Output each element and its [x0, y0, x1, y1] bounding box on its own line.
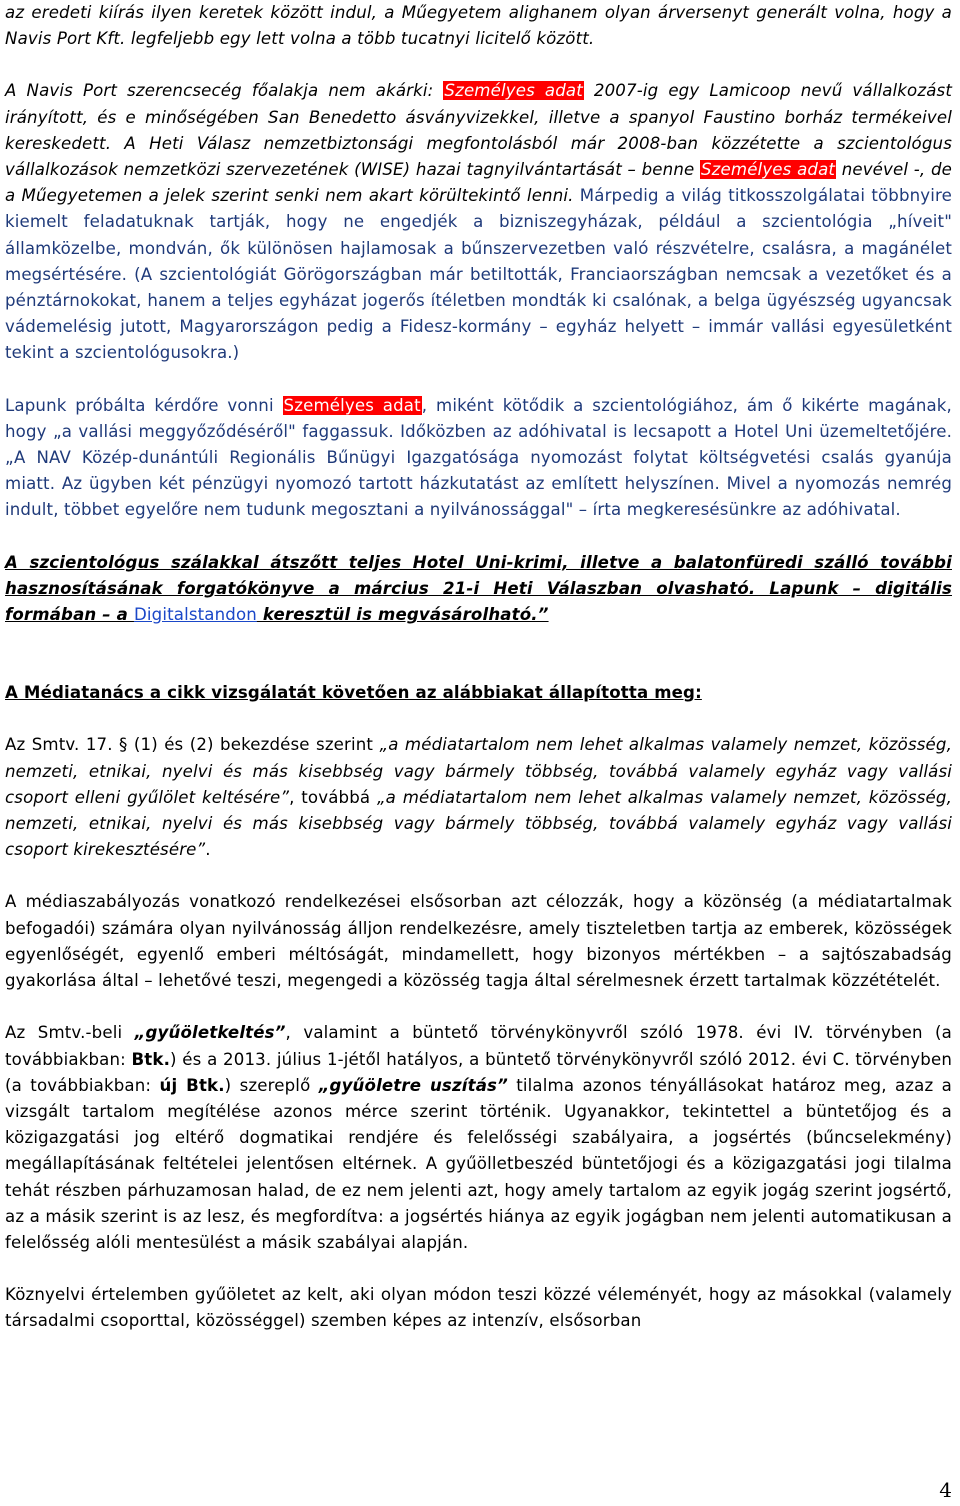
paragraph-navis-port [5, 78, 952, 366]
text-segment: nevével -, de a Műegyetemen a jelek szerint senki nem akart körültekintő lenni. [5, 160, 952, 206]
paragraph-smtv-17 [5, 732, 952, 863]
paragraph-intro-text: az eredeti kiírás ilyen keretek között indul, a Műegyetem alighanem olyan árversenyt generált volna, hogy a Navis Port Kft. legfeljebb egy lett volna a több tucatnyi licitelő között. [5, 3, 952, 49]
quoted-law-text: „a médiatartalom nem lehet alkalmas valamely nemzet, közösség, nemzeti, etnikai, nyelvi és más kisebbség vagy bármely többség, továbbá valamely egyház vagy vallási csoport kirekesztésére” [5, 787, 952, 860]
paragraph-media-regulation [5, 889, 952, 994]
paragraph-common-meaning [5, 1282, 952, 1334]
digitalstand-link[interactable]: Digitalstandon [133, 605, 257, 625]
text-segment: , miként kötődik a szcientológiához, ám ő kikérte magának, hogy „a vallási meggyőződéséről" faggassuk. Időközben az adóhivatal is lecsapott a Hotel Uni üzemeltetőjére. „A NAV Közép-dunántúli Regionális Bűnügyi Igazgatósága nyomozást folytat költségvetési csalás gyanúja miatt. Az ügyben két pénzügyi nyomozó tartott házkutatást az említett helyszínen. Mivel a nyomozás nemrég indult, többet egyelőre nem tudunk megosztani a nyilvánossággal" – írta megkeresésünkre az adóhivatal. [5, 395, 952, 520]
redacted-personal-data: Személyes adat [444, 81, 583, 101]
paragraph-intro [5, 0, 952, 52]
quoted-law-text: „a médiatartalom nem lehet alkalmas valamely nemzet, közösség, nemzeti, etnikai, nyelvi és más kisebbség vagy bármely többség, továbbá valamely egyház vagy vallási csoport elleni gyűlölet keltésére” [5, 735, 953, 807]
paragraph-hate-speech [5, 1020, 952, 1256]
text-segment: tilalma azonos tényállásokat határoz meg, azaz a vizsgált tartalom megítélése azonos mérce szerint történik. Ugyanakkor, tekintettel a büntetőjog és a közigazgatási jog eltérő dogmatikai rendjére és felelősségi szabályaira, a jogsértés (bűncselekmény) megállapításának feltételei jelentősen eltérnek. A gyűölletbeszéd büntetőjogi és a közigazgatási jogi tilalma tehát részben párhuzamosan halad, de ez nem jelenti azt, hogy amely tartalom az egyik jogág szerint jogsértő, az a másik szerint is az lesz, és megfordítva: a jogsértés hiánya az egyik jogágban nem jelenti automatikusan a felelősség alóli mentesülést a másik szabályai alapján. [5, 1075, 952, 1252]
text-segment: Márpedig a világ titkosszolgálatai többnyire kiemelt feladatuknak tartják, hogy ne engedjék a bizniszegyházak, például a szcientológia „híveit" államközelbe, mondván, ők különösen hajlamosak a bűnszervezetben való részvételre, csalásra, a magánélet megsértésére. (A szcientológiát Görögországban már betiltották, Franciaországban nemcsak a vezetőket és a pénztárnokokat, hanem a teljes egyházat jogerős ítéletben mondták ki csalónak, a belga ügyészség ugyancsak vádemelésig jutott, Magyarországon pedig a Fidesz-kormány – egyház helyett – immár vallási egyesületként tekint a szcientológusokra.) [5, 186, 953, 363]
text-segment: A médiaszabályozás vonatkozó rendelkezései elsősorban azt célozzák, hogy a közönség (a médiatartalmak befogadói) számára olyan nyilvánosság álljon rendelkezésre, amely tiszteletben tartja az emberek, közösségek egyenlőségét, egyenlő emberi méltóságát, mindamellett, hogy bizonyos mértékben – a sajtószabadság gyakorlása által – lehetővé teszi, megengedi a közösség tagja által sérelmesnek érzett tartalmak közzétételét. [5, 892, 952, 991]
redacted-personal-data: Személyes adat [283, 395, 421, 415]
document-page [5, 0, 952, 1335]
text-segment: A szcientológus szálakkal átszőtt teljes Hotel Uni-krimi, illetve a balatonfüredi szálló további hasznosításának forgatókönyve a március 21-i Heti Válaszban olvasható. Lapunk – digitális formában – a [5, 552, 952, 625]
term-gyuloletre-uszitas: „gyűöletre uszítás” [318, 1075, 508, 1095]
text-segment: Az Smtv.-beli [5, 1023, 135, 1043]
text-segment: 2007-ig egy Lamicoop nevű vállalkozást irányított, és e minőségében San Benedetto ásványvizekkel, illetve a spanyol Faustino borház termékeivel kereskedett. A Heti Válasz nemzetbiztonsági megfontolásból már 2008-ban közzétette a szcientológus vállalkozások nemzetközi szervezetének (WISE) hazai tagnyilvántartását – benne [5, 81, 952, 180]
term-gyuloletkeltes: „gyűöletkeltés” [134, 1023, 286, 1043]
text-segment: , valamint a büntető törvénykönyvről szóló 1978. évi IV. törvényben (a továbbiakban: [5, 1023, 953, 1069]
paragraph-promo [5, 550, 952, 629]
text-segment: . [205, 840, 211, 860]
paragraph-interview [5, 393, 952, 524]
text-segment: Köznyelvi értelemben gyűöletet az kelt, aki olyan módon teszi közzé véleményét, hogy az másokkal (valamely társadalmi csoporttal, közösséggel) szemben képes az intenzív, elsősorban [5, 1285, 952, 1331]
section-heading: A Médiatanács a cikk vizsgálatát követően az alábbiakat állapította meg: [5, 683, 702, 703]
text-segment: ) és a 2013. július 1-jétől hatályos, a büntető törvénykönyvről szóló 2012. évi C. törvényben (a továbbiakban: [5, 1049, 952, 1095]
text-segment: Az Smtv. 17. § (1) és (2) bekezdése szerint [5, 735, 380, 755]
term-btk: Btk. [131, 1049, 171, 1069]
text-segment: ) szereplő [224, 1075, 319, 1095]
text-segment: A Navis Port szerencsecég főalakja nem akárki: [5, 81, 444, 101]
text-segment: Lapunk próbálta kérdőre vonni [5, 395, 283, 415]
text-segment: , továbbá [289, 787, 377, 807]
term-uj-btk: új Btk. [159, 1075, 225, 1095]
page-number: 4 [939, 1478, 952, 1502]
redacted-personal-data: Személyes adat [700, 160, 836, 180]
text-segment: keresztül is megvásárolható.” [256, 605, 549, 625]
